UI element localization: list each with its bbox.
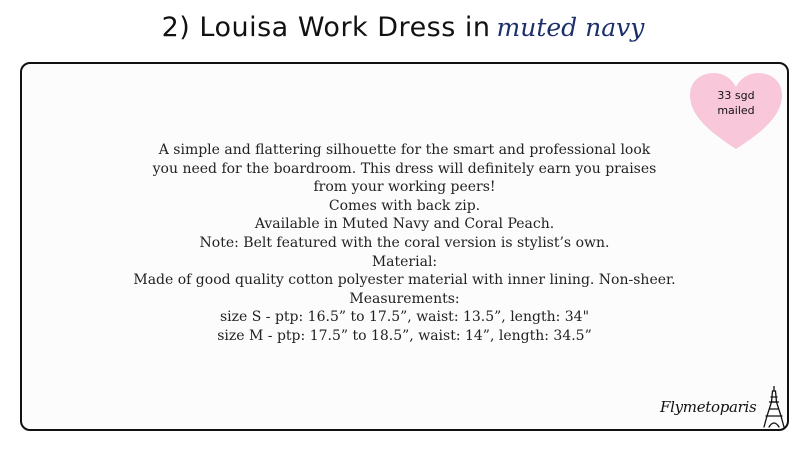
eiffel-tower-icon — [763, 386, 785, 428]
description-line: size S - ptp: 16.5” to 17.5”, waist: 13.5”, length: 34" — [219, 309, 590, 326]
description-line: Made of good quality cotton polyester material with inner lining. Non-sheer. — [133, 272, 676, 289]
product-description — [22, 141, 787, 346]
product-heading — [0, 12, 806, 43]
price-shipping: mailed — [717, 104, 755, 117]
description-line: Comes with back zip. — [328, 197, 481, 214]
description-line: Available in Muted Navy and Coral Peach. — [254, 216, 555, 233]
description-line: size M - ptp: 17.5” to 18.5”, waist: 14”, length: 34.5” — [217, 327, 592, 344]
price-badge — [686, 71, 786, 151]
description-line: Material: — [371, 253, 438, 270]
price-amount: 33 sgd — [717, 89, 755, 102]
product-title: 2) Louisa Work Dress in — [161, 12, 491, 43]
description-line: Note: Belt featured with the coral version is stylist’s own. — [199, 234, 610, 251]
description-line: A simple and flattering silhouette for the smart and professional look — [158, 142, 651, 158]
description-line: Measurements: — [349, 290, 460, 307]
description-line: you need for the boardroom. This dress will definitely earn you praises — [152, 160, 657, 177]
product-color-name: muted navy — [496, 13, 645, 42]
price-text — [686, 88, 786, 118]
product-description-card — [20, 62, 789, 431]
description-line: from your working peers! — [313, 179, 496, 196]
brand-name: Flymetoparis — [660, 398, 757, 416]
brand-logo — [660, 386, 785, 428]
